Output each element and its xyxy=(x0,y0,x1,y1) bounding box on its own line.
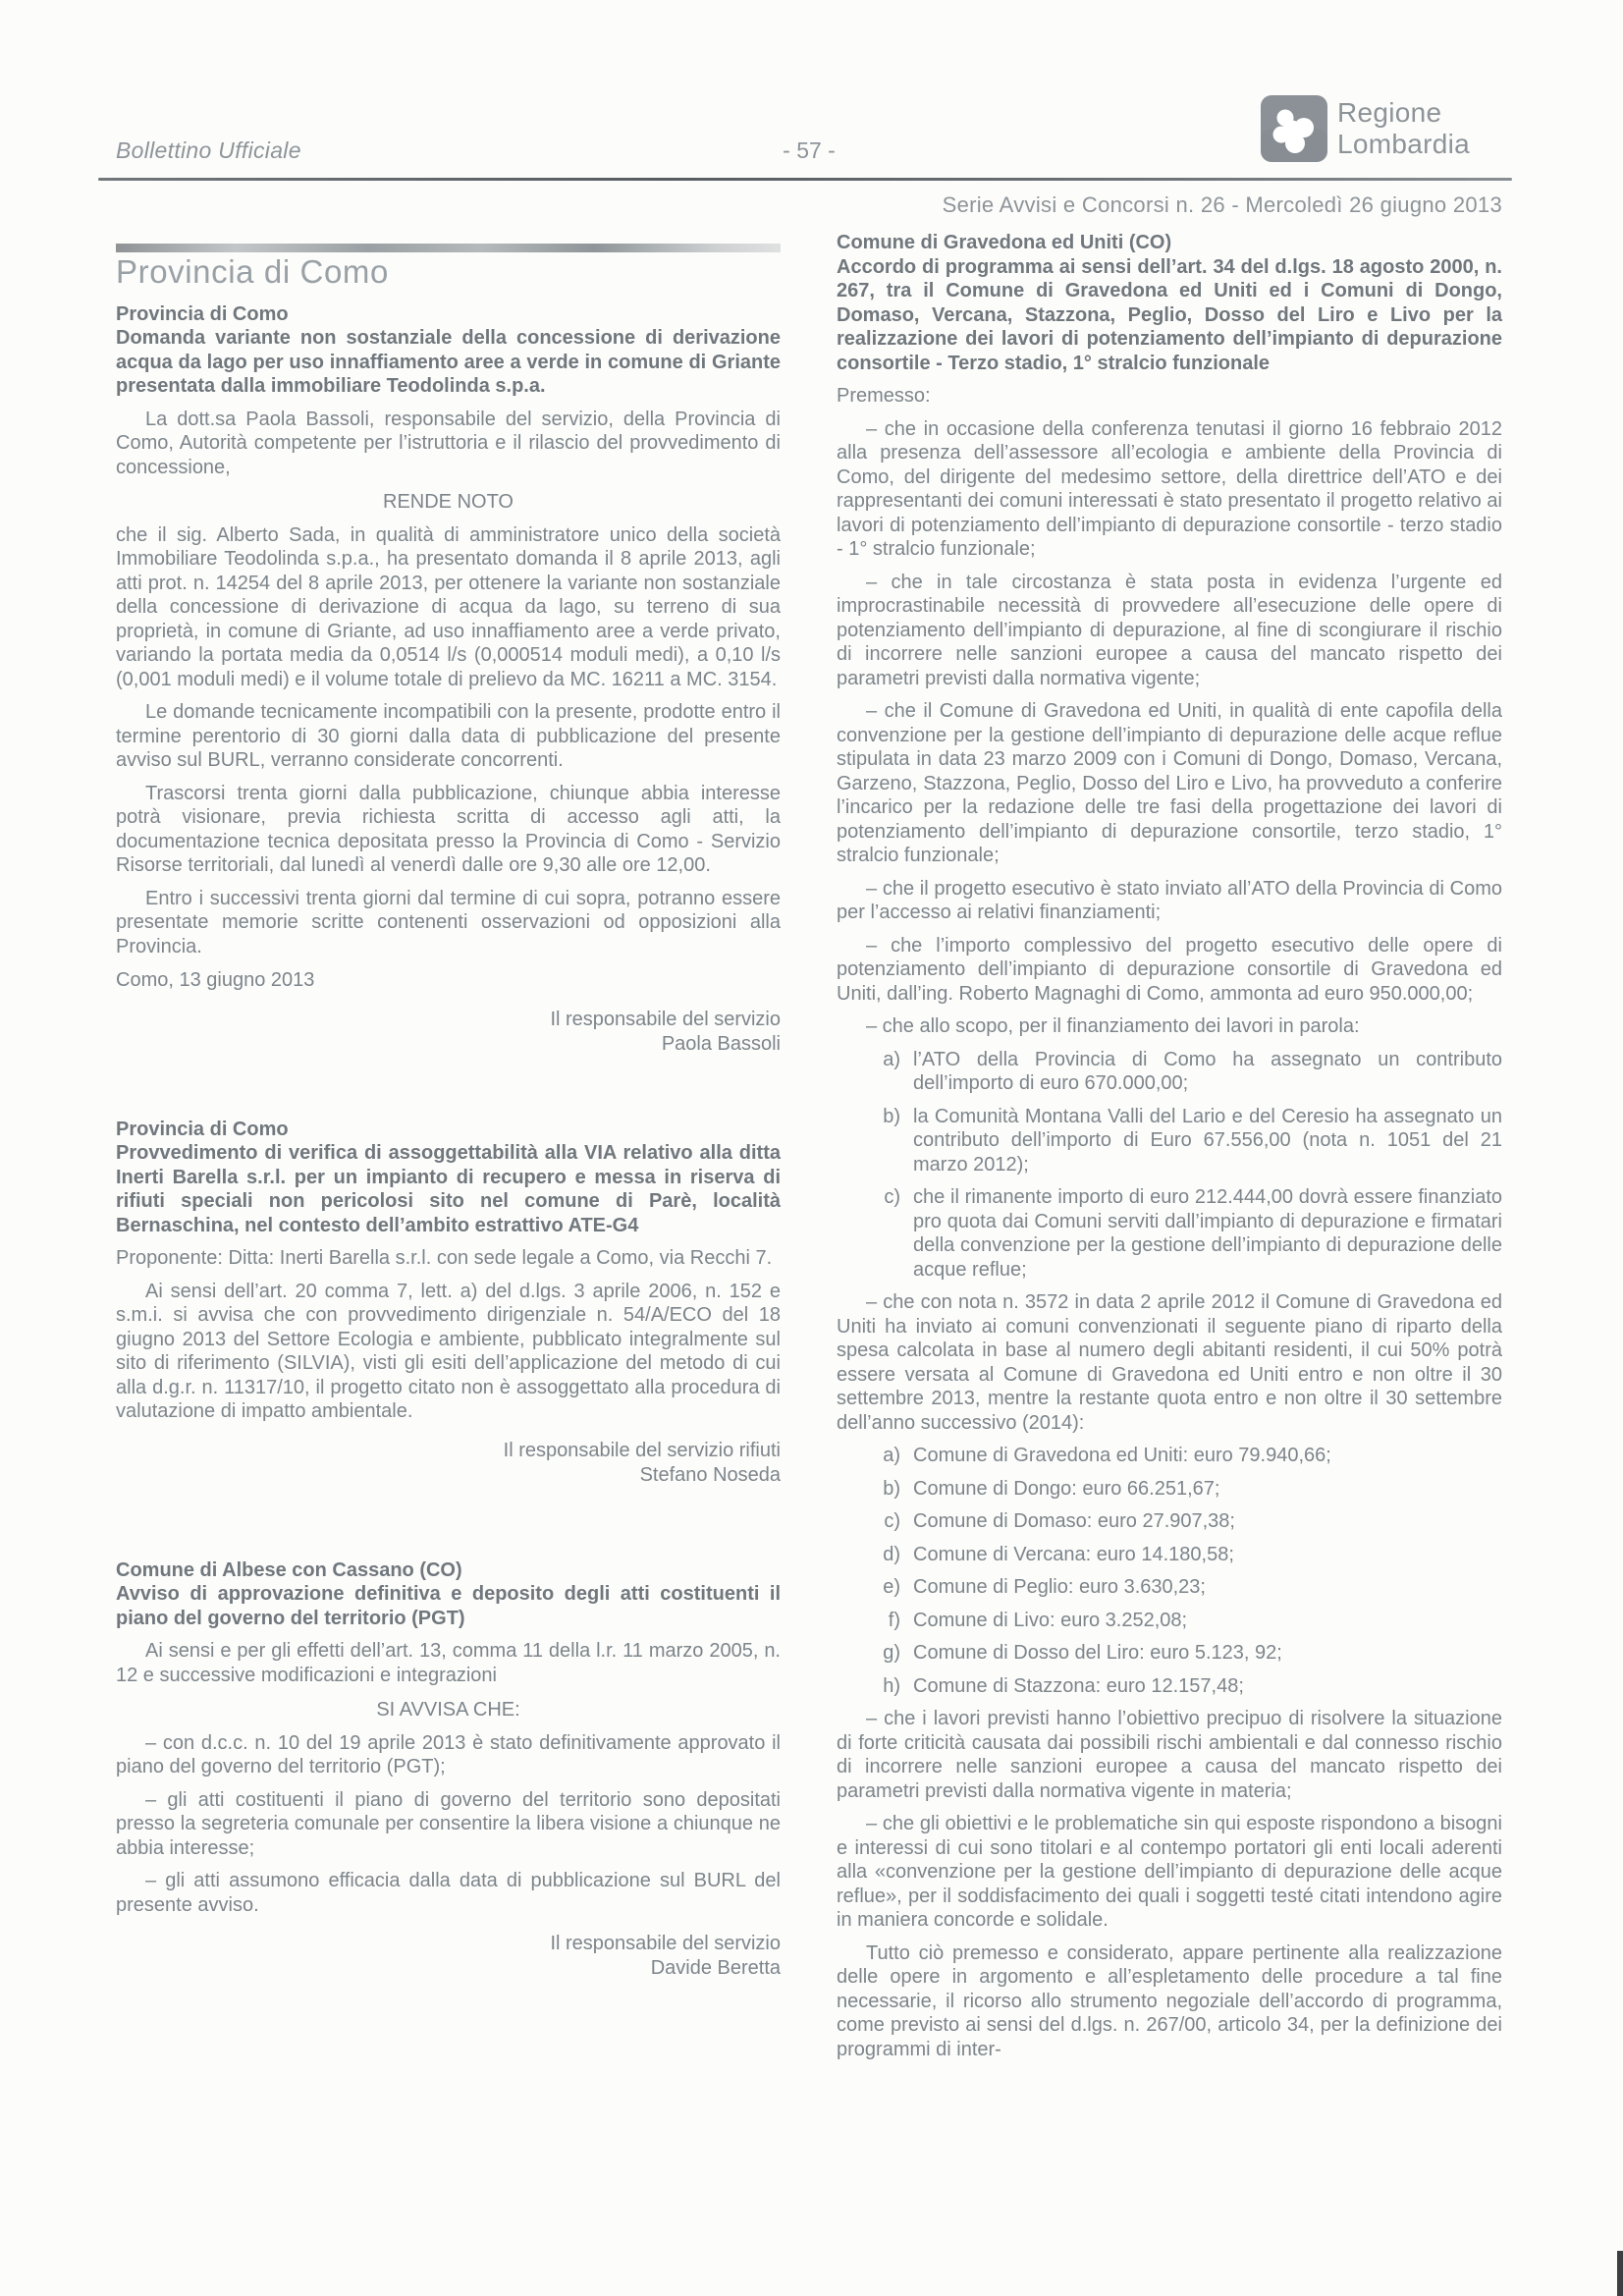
list-text: l’ATO della Provincia di Como ha assegnato un contributo dell’importo di euro 670.000,00; xyxy=(913,1048,1502,1094)
paragraph: Tutto ciò premesso e considerato, appare pertinente alla realizzazione delle opere in argomento e all’espletamento delle procedure a tal fine necessarie, il ricorso allo strumento negoziale dell’accordo di programma, come previsto ai sensi del d.lgs. n. 267/00, articolo 34, per la definizione dei programmi di inter- xyxy=(837,1941,1502,2060)
list-item-a xyxy=(874,1048,1502,1096)
header-divider xyxy=(98,178,1512,181)
paragraph: Entro i successivi trenta giorni dal termine di cui sopra, potranno essere presentate memorie scritte contenenti osservazioni od opposizioni alla Provincia. xyxy=(116,887,781,957)
notice-gravedona-accordo xyxy=(837,231,1502,2061)
notice-org: Comune di Albese con Cassano (CO) xyxy=(116,1558,462,1581)
notice-albese-pgt xyxy=(116,1558,781,1982)
scan-artifact xyxy=(1617,2251,1623,2296)
dash-paragraph: – gli atti assumono efficacia dalla data di pubblicazione sul BURL del presente avviso. xyxy=(116,1870,781,1916)
section-header: Provincia di Como xyxy=(116,253,389,290)
list-text: Comune di Vercana: euro 14.180,58; xyxy=(913,1543,1234,1565)
rende-noto-heading: RENDE NOTO xyxy=(383,491,514,513)
notice-title: Avviso di approvazione definitiva e deposito degli atti costituenti il piano del governo del territorio (PGT) xyxy=(116,1583,781,1629)
signature-role: Il responsabile del servizio rifiuti xyxy=(503,1439,781,1461)
notice-org: Provincia di Como xyxy=(116,1118,289,1140)
dash-paragraph: – che in tale circostanza è stata posta in evidenza l’urgente ed improcrastinabile necessità di provvedere all’esecuzione delle opere di potenziamento dell’impianto di depurazione, al fine di scongiurare il rischio di incorrere nelle sanzioni europee a causa del mancato rispetto dei parametri previsti dalla normativa vigente; xyxy=(837,571,1502,689)
list-text: Comune di Livo: euro 3.252,08; xyxy=(913,1609,1188,1631)
dash-paragraph: – che allo scopo, per il finanziamento dei lavori in parola: xyxy=(866,1015,1360,1037)
notice-verifica-via xyxy=(116,1118,781,1488)
paragraph: Le domande tecnicamente incompatibili con la presente, prodotte entro il termine perentorio di 30 giorni dalla data di pubblicazione del presente avviso sul BURL, verranno considerate concorrenti. xyxy=(116,701,781,771)
signature-role: Il responsabile del servizio xyxy=(550,1008,781,1030)
list-text: Comune di Dosso del Liro: euro 5.123, 92; xyxy=(913,1642,1282,1664)
riparto-item-f xyxy=(874,1609,1502,1633)
list-item-c xyxy=(874,1185,1502,1282)
signature-block xyxy=(116,1439,781,1488)
left-column xyxy=(116,244,781,1981)
riparto-item-g xyxy=(874,1641,1502,1666)
list-text: Comune di Peglio: euro 3.630,23; xyxy=(913,1576,1206,1598)
list-text: Comune di Stazzona: euro 12.157,48; xyxy=(913,1674,1244,1697)
riparto-item-d xyxy=(874,1543,1502,1567)
premesso-line: Premesso: xyxy=(837,385,931,407)
si-avvisa-heading: SI AVVISA CHE: xyxy=(376,1699,520,1721)
signature-block xyxy=(116,1008,781,1057)
regione-lombardia-logo xyxy=(1260,94,1328,163)
notice-org: Comune di Gravedona ed Uniti (CO) xyxy=(837,232,1172,253)
list-text: Comune di Gravedona ed Uniti: euro 79.940,66; xyxy=(913,1445,1331,1466)
paragraph: Ai sensi dell’art. 20 comma 7, lett. a) del d.lgs. 3 aprile 2006, n. 152 e s.m.i. si avvisa che con provvedimento dirigenziale n. 54/A/ECO del 18 giugno 2013 del Settore Ecologia e ambiente, pubblicato integralmente sul sito di riferimento (SILVIA), visti gli esiti dell’applicazione del metodo di cui alla d.g.r. n. 11317/10, il progetto citato non è assoggettato alla procedura di valutazione di impatto ambientale. xyxy=(116,1280,781,1422)
dash-paragraph: – che il Comune di Gravedona ed Uniti, in qualità di ente capofila della convenzione per la gestione dell’impianto di depurazione delle acque reflue stipulata in data 23 marzo 2009 con i Comuni di Dongo, Domaso, Vercana, Garzeno, Stazzona, Peglio, Dosso del Liro e Livo, ha provveduto a conferire l’incarico per la redazione delle tre fasi della progettazione dei lavori di potenziamento dell’impianto di depurazione consortile, terzo stadio, 1° stralcio funzionale; xyxy=(837,700,1502,866)
list-text: Comune di Domaso: euro 27.907,38; xyxy=(913,1510,1235,1532)
signature-name: Davide Beretta xyxy=(650,1957,781,1979)
list-label: a) xyxy=(883,1048,900,1070)
section-divider-bar xyxy=(116,244,781,252)
list-label: c) xyxy=(884,1510,900,1532)
rosa-camuna-icon xyxy=(1260,94,1328,163)
riparto-item-h xyxy=(874,1674,1502,1699)
list-text: che il rimanente importo di euro 212.444,00 dovrà essere finanziato pro quota dai Comuni serviti dall’impianto di depurazione e firmatari della convenzione per la gestione dell’impianto di depurazione delle acque reflue; xyxy=(913,1186,1502,1281)
logo-line-regione: Regione xyxy=(1337,97,1442,128)
dash-paragraph: – che in occasione della conferenza tenutasi il giorno 16 febbraio 2012 alla presenza dell’assessore all’ecologia e ambiente della Provincia di Como, del dirigente del medesimo settore, della direttrice dell’ATO e dei rappresentanti dei comuni interessati è stato presentato il progetto relativo ai lavori di potenziamento dell’impianto di depurazione consortile - terzo stadio - 1° stralcio funzionale; xyxy=(837,417,1502,560)
riparto-item-c xyxy=(874,1509,1502,1534)
list-label: g) xyxy=(883,1642,900,1664)
right-column xyxy=(837,231,1502,2061)
paragraph: Proponente: Ditta: Inerti Barella s.r.l. con sede legale a Como, via Recchi 7. xyxy=(116,1247,773,1269)
dash-paragraph: – che gli obiettivi e le problematiche sin qui esposte rispondono a bisogni e interessi di cui sono titolari e al contempo portatori gli enti locali aderenti alla «convenzione per la gestione dell’impianto di depurazione delle acque reflue», per il soddisfacimento dei quali i soggetti testé citati intendono agire in maniera concorde e solidale. xyxy=(837,1813,1502,1931)
signature-role: Il responsabile del servizio xyxy=(550,1933,781,1954)
list-label: f) xyxy=(888,1609,900,1631)
list-label: b) xyxy=(883,1477,900,1500)
paragraph: La dott.sa Paola Bassoli, responsabile del servizio, della Provincia di Como, Autorità competente per l’istruttoria e il rilascio del provvedimento di concessione, xyxy=(116,408,781,478)
notice-org: Provincia di Como xyxy=(116,302,289,325)
dash-paragraph: – con d.c.c. n. 10 del 19 aprile 2013 è stato definitivamente approvato il piano del governo del territorio (PGT); xyxy=(116,1731,781,1777)
paragraph: Trascorsi trenta giorni dalla pubblicazione, chiunque abbia interesse potrà visionare, previa richiesta scritta di accesso agli atti, la documentazione tecnica depositata presso la Provincia di Como - Servizio Risorse territoriali, dal lunedì al venerdì dalle ore 9,30 alle ore 12,00. xyxy=(116,782,781,876)
dash-paragraph: – che l’importo complessivo del progetto esecutivo delle opere di potenziamento dell’impianto di depurazione consortile di Gravedona ed Uniti, dall’ing. Roberto Magnaghi di Como, ammonta ad euro 950.000,00; xyxy=(837,934,1502,1005)
dash-paragraph: – che il progetto esecutivo è stato inviato all’ATO della Provincia di Como per l’accesso ai relativi finanziamenti; xyxy=(837,877,1502,923)
dash-paragraph: – che i lavori previsti hanno l’obiettivo precipuo di risolvere la situazione di forte criticità causata dai possibili rischi ambientali e dal connesso rischio di incorrere nelle sanzioni europee a causa del mancato rispetto dei parametri previsti dalla normativa vigente in materia; xyxy=(837,1708,1502,1802)
dash-paragraph: – gli atti costituenti il piano di governo del territorio sono depositati presso la segreteria comunale per consentire la libera visione a chiunque ne abbia interesse; xyxy=(116,1788,781,1859)
list-label: a) xyxy=(883,1445,900,1466)
list-label: b) xyxy=(883,1105,900,1127)
list-label: d) xyxy=(883,1543,900,1565)
series-line: Serie Avvisi e Concorsi n. 26 - Mercoledì 26 giugno 2013 xyxy=(942,192,1502,217)
list-item-b xyxy=(874,1105,1502,1177)
notice-title: Provvedimento di verifica di assoggettabilità alla VIA relativo alla ditta Inerti Barella s.r.l. per un impianto di recupero e messa in riserva di rifiuti speciali non pericolosi sito nel comune di Parè, località Bernaschina, nel contesto dell’ambito estrattivo ATE-G4 xyxy=(116,1142,781,1236)
journal-title: Bollettino Ufficiale xyxy=(116,137,301,163)
logo-line-lombardia: Lombardia xyxy=(1337,129,1471,159)
page-number: - 57 - xyxy=(783,137,836,163)
paragraph: che il sig. Alberto Sada, in qualità di amministratore unico della società Immobiliare Teodolinda s.p.a., ha presentato domanda il 8 aprile 2013, agli atti prot. n. 14254 del 8 aprile 2013, per ottenere la variante non sostanziale della concessione di derivazione di acqua da lago, su terreno di sua proprietà, in comune di Griante, ad uso innaffiamento aree a verde privato, variando la portata media da 0,0514 l/s (0,000514 moduli medi), a 0,10 l/s (0,001 moduli medi) e il volume totale di prelievo da MC. 16211 a MC. 3154. xyxy=(116,523,781,690)
list-label: c) xyxy=(884,1186,900,1208)
notice-domanda-variante xyxy=(116,302,781,1057)
list-text: Comune di Dongo: euro 66.251,67; xyxy=(913,1477,1220,1500)
paragraph: Ai sensi e per gli effetti dell’art. 13, comma 11 della l.r. 11 marzo 2005, n. 12 e successive modificazioni e integrazioni xyxy=(116,1640,781,1686)
list-label: e) xyxy=(883,1576,900,1598)
riparto-item-e xyxy=(874,1575,1502,1600)
date-line: Como, 13 giugno 2013 xyxy=(116,969,315,991)
logo-wordmark xyxy=(1337,97,1470,160)
dash-paragraph: – che con nota n. 3572 in data 2 aprile 2012 il Comune di Gravedona ed Uniti ha inviato ai comuni convenzionati il seguente piano di riparto della spesa calcolata in base al numero degli abitanti residenti, il cui 50% potrà essere versata al Comune di Gravedona ed Uniti entro e non oltre il 30 settembre 2013, mentre la restante quota entro e non oltre il 30 settembre dell’anno successivo (2014): xyxy=(837,1291,1502,1434)
notice-title: Domanda variante non sostanziale della concessione di derivazione acqua da lago per uso innaffiamento aree a verde in comune di Griante presentata dalla immobiliare Teodolinda s.p.a. xyxy=(116,327,781,397)
list-text: la Comunità Montana Valli del Lario e del Ceresio ha assegnato un contributo dell’importo di Euro 67.556,00 (nota n. 1051 del 21 marzo 2012); xyxy=(913,1105,1502,1175)
riparto-item-b xyxy=(874,1477,1502,1502)
list-label: h) xyxy=(883,1674,900,1697)
signature-block xyxy=(116,1932,781,1981)
signature-name: Paola Bassoli xyxy=(661,1032,781,1055)
riparto-item-a xyxy=(874,1444,1502,1468)
signature-name: Stefano Noseda xyxy=(639,1463,781,1486)
notice-title: Accordo di programma ai sensi dell’art. 34 del d.lgs. 18 agosto 2000, n. 267, tra il Comune di Gravedona ed Uniti ed i Comuni di Dongo, Domaso, Vercana, Stazzona, Peglio, Dosso del Liro e Livo per la realizzazione dei lavori di potenziamento dell’impianto di depurazione consortile - Terzo stadio, 1° stralcio funzionale xyxy=(837,255,1502,374)
